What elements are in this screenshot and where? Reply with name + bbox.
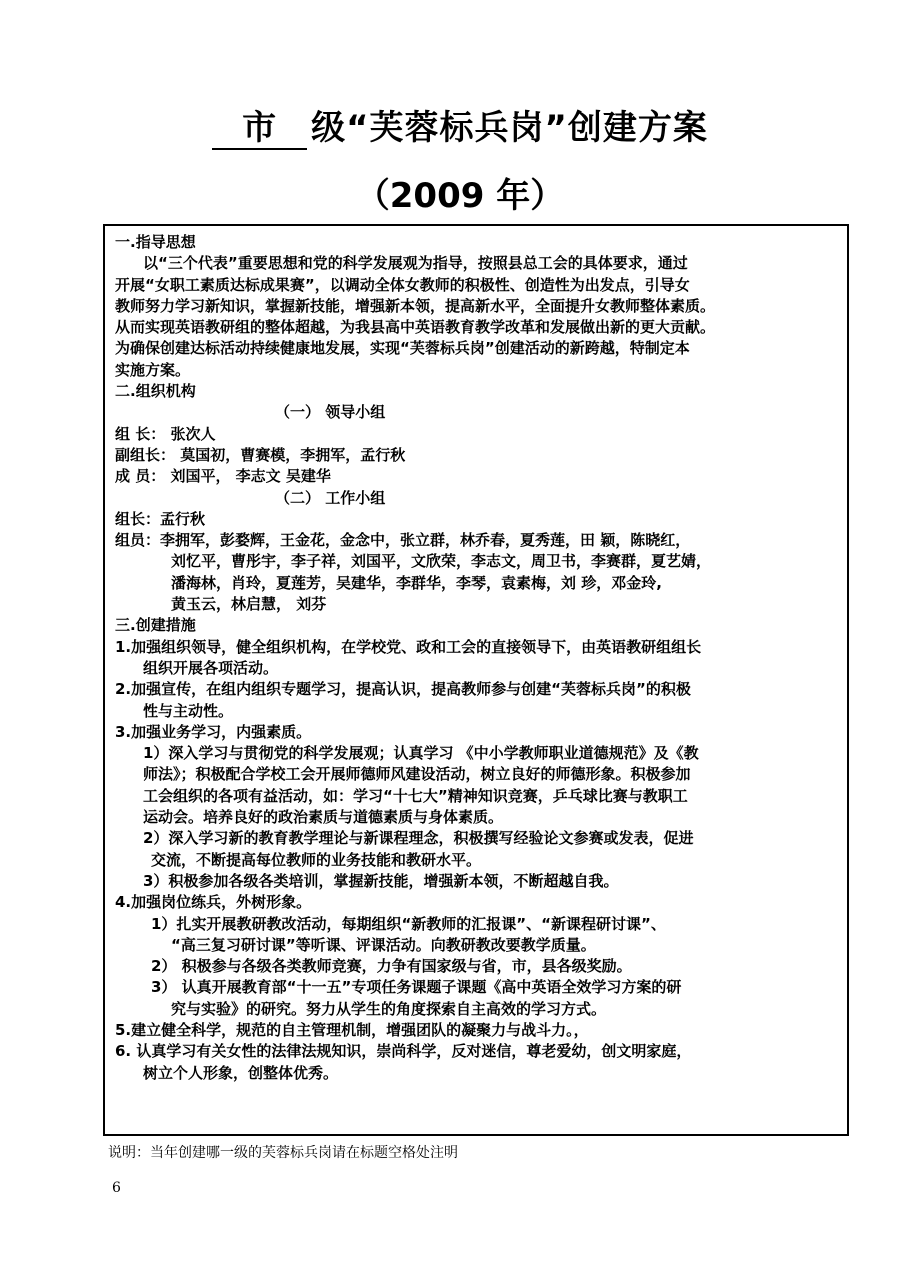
content-line: 1）扎实开展教研教改活动，每期组织“新教师的汇报课”、“新课程研讨课”、	[151, 914, 666, 933]
document-year: （2009 年）	[355, 176, 565, 216]
plan-content-lines	[115, 232, 837, 1084]
content-line: 二.组织机构	[115, 382, 196, 401]
content-line: （二） 工作小组	[275, 488, 386, 507]
content-line: 4.加强岗位练兵，外树形象。	[115, 893, 312, 912]
plan-content-box	[103, 224, 849, 1136]
content-line: 成 员： 刘国平， 李志文 吴建华	[115, 467, 331, 486]
content-line: 3.加强业务学习，内强素质。	[115, 722, 312, 741]
content-line: 运动会。培养良好的政治素质与道德素质与身体素质。	[143, 808, 504, 827]
content-line: “高三复习研讨课”等听课、评课活动。向教研教改要教学质量。	[171, 935, 596, 954]
content-line: 6. 认真学习有关女性的法律法规知识，崇尚科学，反对迷信，尊老爱幼，创文明家庭，	[115, 1042, 692, 1061]
content-line: 工会组织的各项有益活动，如：学习“十七大”精神知识竞赛，乒乓球比赛与教职工	[143, 786, 688, 805]
content-line: 组织开展各项活动。	[143, 658, 279, 677]
content-line: 为确保创建达标活动持续健康地发展，实现“芙蓉标兵岗”创建活动的新跨越，特制定本	[115, 339, 690, 358]
content-line: 交流，不断提高每位教师的业务技能和教研水平。	[151, 850, 482, 869]
content-line: 性与主动性。	[143, 701, 234, 720]
content-line: 以“三个代表”重要思想和党的科学发展观为指导，按照县总工会的具体要求，通过	[143, 254, 688, 273]
document-title	[0, 100, 920, 150]
content-line: 从而实现英语教研组的整体超越，为我县高中英语教育教学改革和发展做出新的更大贡献。	[115, 318, 716, 337]
content-line: 副组长： 莫国初，曹赛模，李拥军，孟行秋	[115, 445, 406, 464]
content-line: 组 长： 张次人	[115, 424, 216, 443]
content-line: 一.指导思想	[115, 233, 196, 251]
content-line: 3）积极参加各级各类培训，掌握新技能，增强新本领，不断超越自我。	[143, 871, 619, 890]
content-line: 组员：李拥军，彭婺辉，王金花，金念中，张立群，林乔春，夏秀莲，田 颖，陈晓红，	[115, 531, 691, 550]
content-line: 1）深入学习与贯彻党的科学发展观；认真学习 《中小学教师职业道德规范》及《教	[143, 744, 699, 763]
content-line: 师法》；积极配合学校工会开展师德师风建设活动，树立良好的师德形象。积极参加	[143, 765, 691, 784]
content-line: 潘海林，肖玲，夏莲芳，吴建华，李群华，李琴，袁素梅，刘 珍，邓金玲,	[171, 573, 662, 592]
content-line: 刘忆平，曹彤宇，李子祥，刘国平，文欣荣，李志文，周卫书，李赛群，夏艺婧，	[171, 552, 712, 571]
content-line: 2.加强宣传，在组内组织专题学习，提高认识，提高教师参与创建“芙蓉标兵岗”的积极	[115, 680, 691, 699]
content-line: （一） 领导小组	[275, 403, 386, 422]
content-line: 三.创建措施	[115, 616, 196, 635]
content-line: 组长：孟行秋	[115, 509, 206, 528]
footer-note: 说明：当年创建哪一级的芙蓉标兵岗请在标题空格处注明	[108, 1145, 458, 1161]
content-line: 教师努力学习新知识，掌握新技能，增强新本领，提高新水平，全面提升女教师整体素质。	[115, 296, 716, 315]
content-line: 黄玉云，林启慧， 刘芬	[171, 595, 327, 614]
content-line: 3） 认真开展教育部“十一五”专项任务课题子课题《高中英语全效学习方案的研	[151, 978, 682, 997]
content-line: 开展“女职工素质达标成果赛”，以调动全体女教师的积极性、创造性为出发点，引导女	[115, 275, 690, 294]
content-line: 树立个人形象，创整体优秀。	[143, 1063, 339, 1082]
content-line: 2）深入学习新的教育教学理论与新课程理念，积极撰写经验论文参赛或发表，促进	[143, 829, 694, 848]
content-line: 究与实验》的研究。努力从学生的角度探索自主高效的学习方式。	[171, 999, 607, 1018]
content-line: 1.加强组织领导，健全组织机构，在学校党、政和工会的直接领导下，由英语教研组组长	[115, 637, 702, 656]
content-line: 2） 积极参与各级各类教师竞赛，力争有国家级与省，市，县各级奖励。	[151, 957, 632, 976]
page-number: 6	[112, 1180, 121, 1196]
title-text: 级“芙蓉标兵岗”创建方案	[311, 108, 708, 148]
title-level-blank: 市	[212, 108, 307, 150]
content-line: 实施方案。	[115, 360, 191, 379]
content-line: 5.建立健全科学，规范的自主管理机制，增强团队的凝聚力与战斗力。，	[115, 1020, 589, 1039]
